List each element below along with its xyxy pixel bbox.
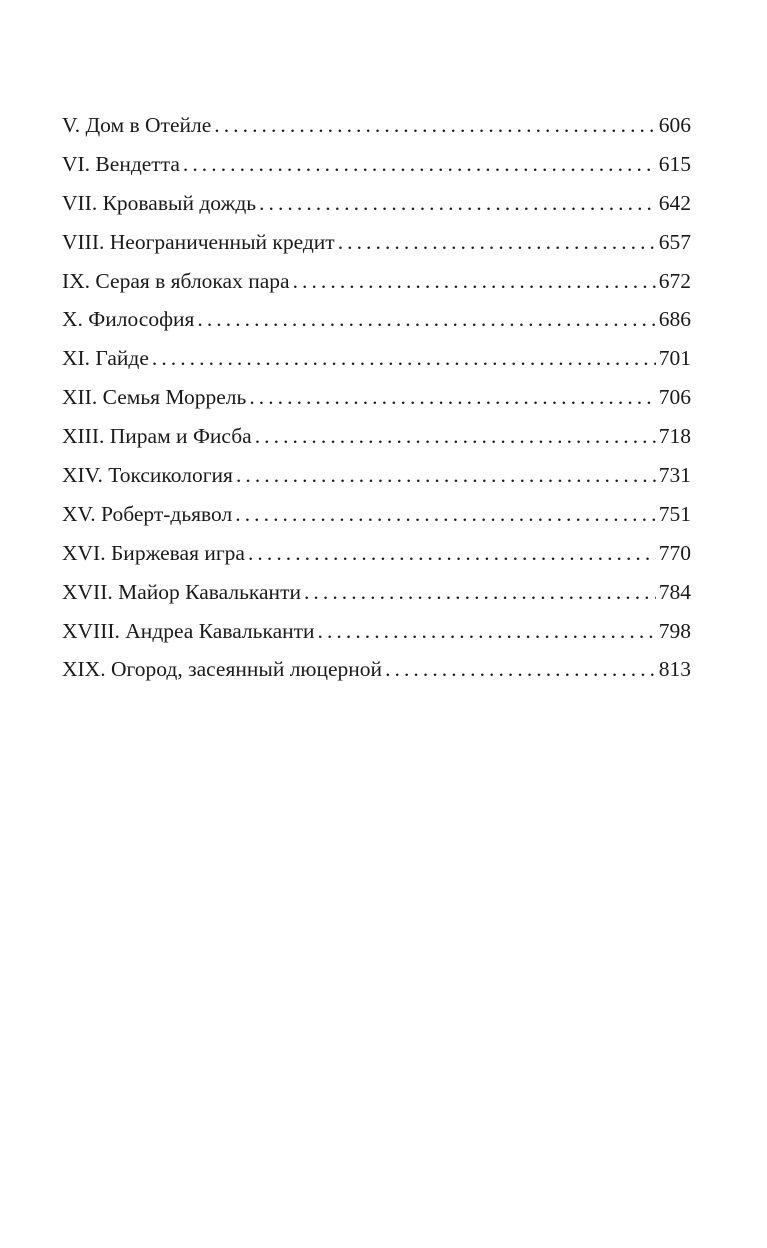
dot-leader — [259, 184, 656, 223]
table-of-contents — [62, 106, 691, 689]
entry-title: XII. Семья Моррель — [62, 385, 247, 410]
entry-title: XIV. Токсикология — [62, 463, 233, 488]
dot-leader — [338, 223, 656, 262]
toc-entry — [62, 534, 691, 573]
entry-title: XI. Гайде — [62, 346, 149, 371]
entry-page-number: 706 — [658, 385, 691, 410]
entry-title: XV. Роберт-дьявол — [62, 501, 233, 526]
entry-page-number: 672 — [658, 268, 691, 293]
entry-title: VIII. Неограниченный кредит — [62, 229, 335, 254]
dot-leader — [235, 495, 655, 534]
entry-title: XIX. Огород, засеянный люцерной — [62, 657, 383, 682]
entry-title: X. Философия — [62, 307, 195, 332]
entry-title: V. Дом в Отейле — [62, 113, 212, 137]
entry-title: XVI. Биржевая игра — [62, 540, 245, 565]
toc-entry — [62, 106, 691, 145]
entry-title: IX. Серая в яблоках пара — [62, 268, 290, 293]
entry-title: VII. Кровавый дождь — [62, 190, 257, 215]
entry-page-number: 751 — [658, 501, 691, 526]
dot-leader — [249, 378, 655, 417]
entry-page-number: 731 — [658, 463, 691, 488]
toc-entry — [62, 495, 691, 534]
entry-page-number: 770 — [658, 540, 691, 565]
toc-entry — [62, 378, 691, 417]
dot-leader — [183, 145, 656, 184]
entry-page-number: 718 — [658, 424, 691, 449]
dot-leader — [248, 534, 656, 573]
entry-title: XVIII. Андреа Кавальканти — [62, 618, 315, 643]
entry-title: XIII. Пирам и Фисба — [62, 424, 252, 449]
entry-page-number: 642 — [658, 190, 691, 215]
toc-entry — [62, 417, 691, 456]
dot-leader — [236, 456, 656, 495]
entry-page-number: 813 — [658, 657, 691, 682]
toc-entry — [62, 223, 691, 262]
dot-leader — [214, 106, 655, 145]
toc-entry — [62, 300, 691, 339]
dot-leader — [318, 612, 656, 651]
toc-entry — [62, 612, 691, 651]
toc-entry — [62, 573, 691, 612]
toc-entry — [62, 184, 691, 223]
entry-title: XVII. Майор Кавальканти — [62, 579, 301, 604]
entry-title: VI. Вендетта — [62, 151, 180, 176]
entry-page-number: 686 — [658, 307, 691, 332]
entry-page-number: 701 — [658, 346, 691, 371]
entry-page-number: 784 — [658, 579, 691, 604]
dot-leader — [304, 573, 656, 612]
dot-leader — [385, 650, 656, 689]
toc-entry — [62, 145, 691, 184]
toc-entry — [62, 650, 691, 689]
toc-entry — [62, 262, 691, 301]
dot-leader — [255, 417, 656, 456]
entry-page-number: 606 — [658, 113, 691, 137]
entry-page-number: 615 — [658, 151, 691, 176]
entry-page-number: 798 — [658, 618, 691, 643]
toc-entry — [62, 456, 691, 495]
dot-leader — [152, 339, 656, 378]
dot-leader — [293, 262, 656, 301]
entry-page-number: 657 — [658, 229, 691, 254]
dot-leader — [197, 300, 655, 339]
toc-entry — [62, 339, 691, 378]
